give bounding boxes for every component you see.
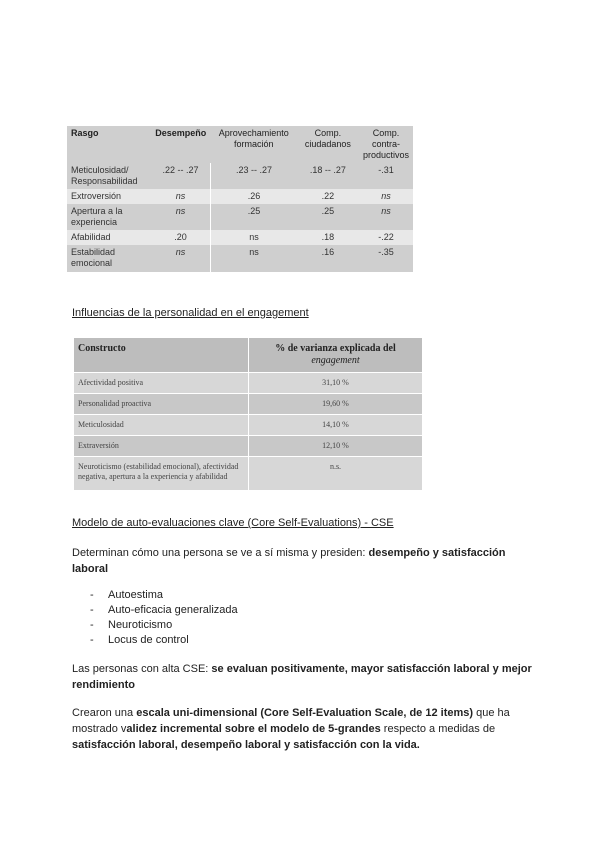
table1-cell: .22 -- .27 bbox=[162, 165, 199, 175]
table1-header-desempeno: Desempeño bbox=[155, 128, 207, 138]
table1-cell: .18 bbox=[297, 230, 359, 245]
table1-cell: ns bbox=[175, 206, 186, 216]
table2-cell: Extraversión bbox=[74, 436, 249, 457]
table1-cell: ns bbox=[151, 189, 211, 204]
paragraph-text: Las personas con alta CSE: bbox=[72, 663, 212, 675]
table2-header-constructo: Constructo bbox=[74, 338, 249, 373]
paragraph-text: Crearon una bbox=[72, 707, 137, 719]
table1-cell: .18 -- .27 bbox=[309, 165, 346, 175]
table2-header-varianza-sub: engagement bbox=[311, 355, 360, 366]
table2-cell: Afectividad positiva bbox=[74, 373, 249, 394]
paragraph-bold: se evaluan positivamente, mayor satisfacción laboral y mejor rendimiento bbox=[72, 663, 532, 691]
table1-cell: .26 bbox=[211, 189, 297, 204]
table1-header-formacion: Aprovechamiento formación bbox=[218, 128, 289, 149]
table2-header-varianza-main: % de varianza explicada del bbox=[275, 343, 396, 354]
table1-cell: Afabilidad bbox=[67, 230, 151, 245]
table1-cell: ns bbox=[175, 247, 186, 257]
table1-cell: Extroversión bbox=[67, 189, 151, 204]
table1-cell: Meticulosidad/ Responsabilidad bbox=[71, 165, 138, 186]
table1-cell: .23 -- .27 bbox=[211, 163, 297, 189]
paragraph-cse-scale bbox=[72, 705, 542, 753]
list-item: - Autoestima bbox=[90, 588, 238, 603]
table2-cell: 14,10 % bbox=[249, 415, 423, 436]
traits-performance-table bbox=[67, 126, 413, 272]
table1-header-rasgo: Rasgo bbox=[71, 128, 99, 138]
cse-components-list bbox=[90, 588, 238, 648]
table1-cell: ns bbox=[211, 245, 297, 272]
table1-cell: .25 bbox=[211, 204, 297, 230]
table1-cell: -.31 bbox=[378, 165, 394, 175]
paragraph-bold: alidez incremental sobre el modelo de 5-grandes bbox=[126, 723, 381, 735]
table1-cell: ns bbox=[359, 189, 413, 204]
table1-cell: -.35 bbox=[378, 247, 394, 257]
table1-cell: Estabilidad emocional bbox=[71, 247, 116, 268]
table2-cell: 19,60 % bbox=[249, 394, 423, 415]
table1-cell: .16 bbox=[321, 247, 335, 257]
table1-cell: -.22 bbox=[359, 230, 413, 245]
paragraph-cse-definition bbox=[72, 545, 542, 577]
engagement-variance-table bbox=[74, 338, 422, 490]
table2-cell: Meticulosidad bbox=[74, 415, 249, 436]
section-heading-cse: Modelo de auto-evaluaciones clave (Core Self-Evaluations) - CSE bbox=[72, 517, 394, 529]
table2-cell: Personalidad proactiva bbox=[74, 394, 249, 415]
table2-cell: 31,10 % bbox=[249, 373, 423, 394]
paragraph-bold: satisfacción laboral, desempeño laboral y satisfacción con la vida. bbox=[72, 739, 420, 751]
table1-cell: .25 bbox=[321, 206, 335, 216]
table1-cell: ns bbox=[381, 206, 391, 216]
table1-header-ciudadanos: Comp. ciudadanos bbox=[304, 128, 351, 149]
table1-cell: Apertura a la experiencia bbox=[71, 206, 123, 227]
paragraph-bold: desempeño y satisfacción laboral bbox=[72, 547, 506, 575]
table1-header-contraproductivos: Comp. contra-productivos bbox=[362, 128, 410, 160]
table2-cell: n.s. bbox=[249, 457, 423, 491]
table2-cell: Neuroticismo (estabilidad emocional), afectividad negativa, apertura a la experiencia y afabilidad bbox=[74, 457, 249, 491]
list-item: - Neuroticismo bbox=[90, 618, 238, 633]
table1-cell: .22 bbox=[297, 189, 359, 204]
paragraph-text: que ha mostrado v bbox=[72, 707, 510, 735]
paragraph-text: respecto a medidas de bbox=[380, 723, 496, 735]
paragraph-high-cse bbox=[72, 661, 542, 693]
table1-cell: .20 bbox=[151, 230, 211, 245]
table2-header-varianza bbox=[249, 338, 423, 373]
list-item: - Locus de control bbox=[90, 633, 238, 648]
paragraph-text: Determinan cómo una persona se ve a sí misma y presiden: bbox=[72, 547, 369, 559]
list-item: - Auto-eficacia generalizada bbox=[90, 603, 238, 618]
table1-cell: ns bbox=[211, 230, 297, 245]
section-heading-engagement: Influencias de la personalidad en el engagement bbox=[72, 307, 309, 319]
paragraph-bold: escala uni-dimensional (Core Self-Evaluation Scale, de 12 items) bbox=[136, 707, 474, 719]
table2-cell: 12,10 % bbox=[249, 436, 423, 457]
